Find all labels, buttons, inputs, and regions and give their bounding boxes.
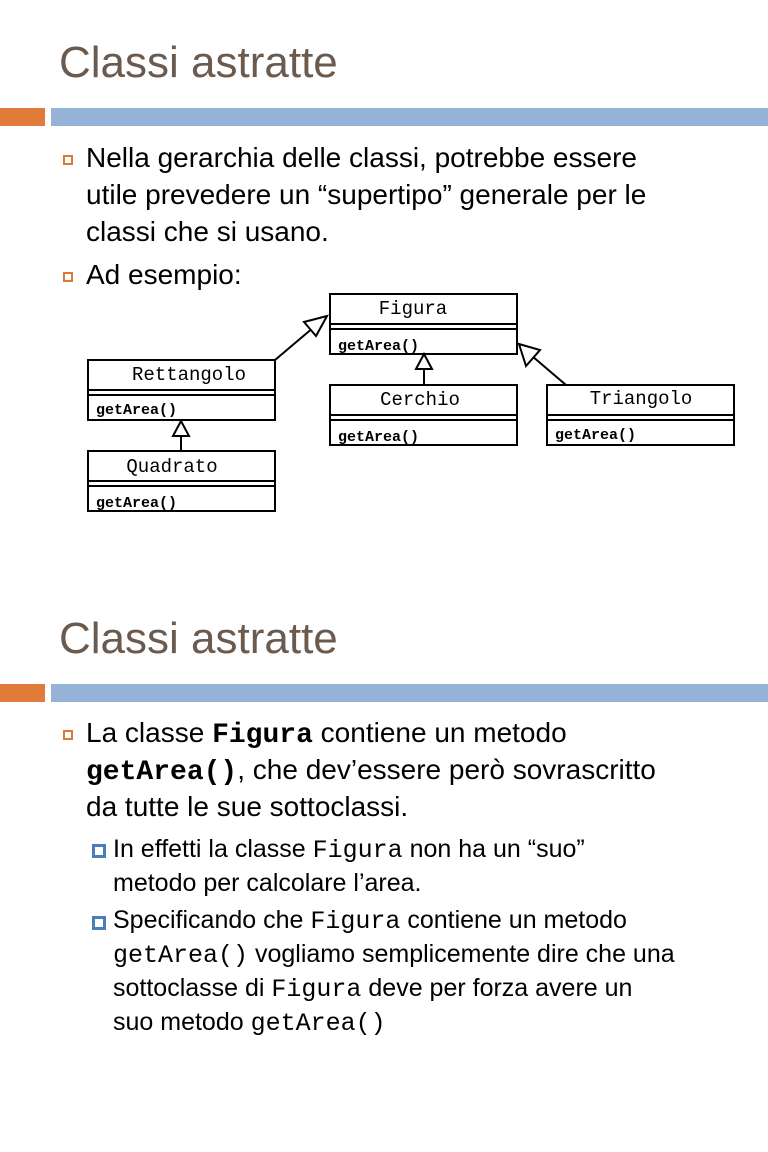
text-segment: sottoclasse di [113,974,272,1002]
text-segment: contiene un metodo [400,906,627,934]
bullet-square-icon [63,730,73,740]
inheritance-arrow [275,327,314,360]
inheritance-arrowhead-icon [173,421,189,436]
text-segment: La classe [86,717,213,748]
slide-title: Classi astratte [59,614,338,663]
text-segment: non ha un “suo” [402,835,585,863]
inheritance-arrow [532,356,566,385]
method-figura: getArea() [338,338,420,355]
slide-title: Classi astratte [59,38,338,87]
method-rettangolo: getArea() [96,402,178,419]
class-name-cerchio: Cerchio [380,389,460,411]
bullet-line [113,832,585,868]
code-getarea: getArea() [86,757,238,788]
class-name-quadrato: Quadrato [126,456,218,478]
title-accent-orange [0,684,45,702]
inheritance-arrowhead-icon [519,344,540,366]
code-getarea: getArea() [113,941,249,970]
text-segment: vogliamo semplicemente dire che una [248,940,675,968]
bullet-line [113,903,627,939]
code-figura: Figura [271,975,362,1004]
class-name-figura: Figura [378,298,448,320]
bullet-line: classi che si usano. [86,216,329,247]
bullet-line: utile prevedere un “supertipo” generale per le [86,179,647,210]
bullet-line [113,1005,386,1041]
bullet-line: da tutte le sue sottoclassi. [86,791,409,822]
code-getarea: getArea() [250,1009,386,1038]
inheritance-arrowhead-icon [416,354,432,369]
bullet-line [113,937,675,973]
bullet-esempio: Ad esempio: [86,259,242,290]
method-triangolo: getArea() [555,427,637,444]
method-cerchio: getArea() [338,429,420,446]
text-segment: , che dev’essere però sovrascritto [237,754,656,785]
code-figura: Figura [212,720,313,751]
title-accent-blue [51,684,768,702]
code-figura: Figura [310,907,401,936]
bullet-line [113,971,632,1007]
bullet-line [86,714,567,754]
text-segment: In effetti la classe [113,835,313,863]
slide-2 [0,576,768,1152]
class-name-rettangolo: Rettangolo [131,364,247,386]
bullet-line: Nella gerarchia delle classi, potrebbe essere [86,142,637,173]
text-segment: Specificando che [113,906,311,934]
text-segment: suo metodo [113,1008,251,1036]
method-quadrato: getArea() [96,495,178,512]
bullet-line [86,751,656,791]
text-segment: deve per forza avere un [361,974,633,1002]
class-name-triangolo: Triangolo [589,388,693,410]
bullet-line: metodo per calcolare l’area. [113,869,422,897]
sub-bullet-square-icon [92,844,106,858]
text-segment: contiene un metodo [312,717,567,748]
code-figura: Figura [312,836,403,865]
sub-bullet-square-icon [92,916,106,930]
